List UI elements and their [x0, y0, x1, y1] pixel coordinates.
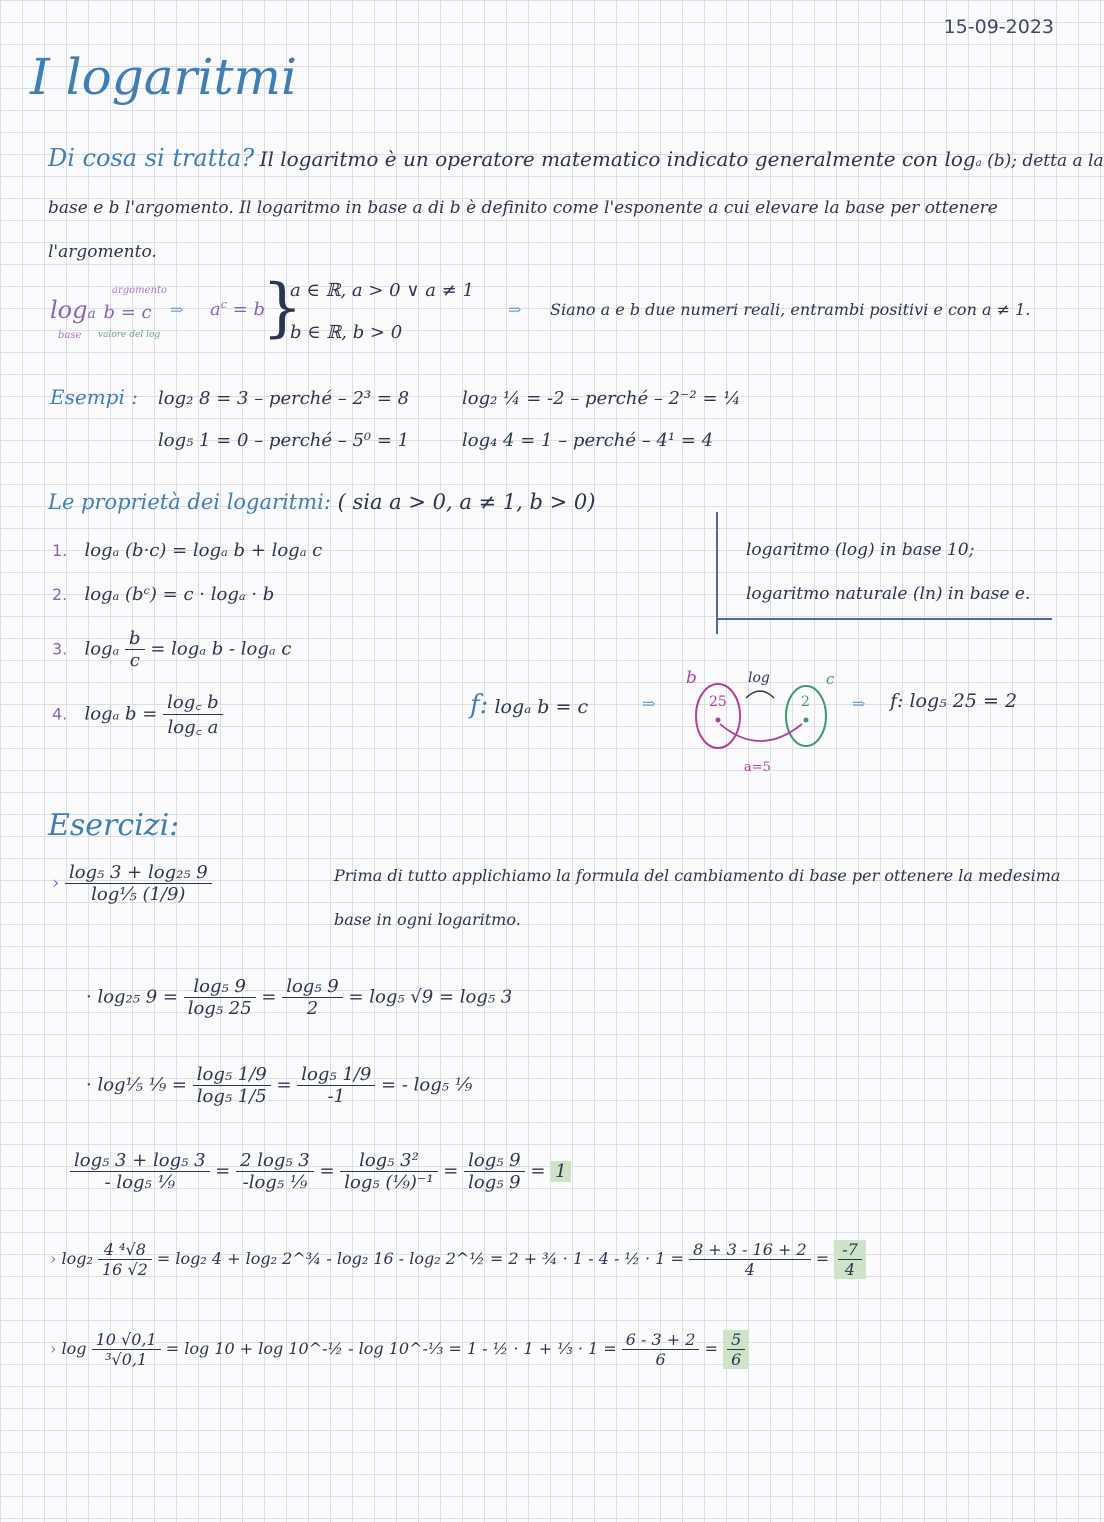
- diagram-label-b: b: [686, 668, 697, 688]
- step-3-frac-1-top: log₅ 3 + log₅ 3: [74, 1150, 206, 1171]
- property-4-frac-bot: log꜀ a: [163, 714, 223, 739]
- step-1-left: · log₂₅ 9 =: [86, 986, 178, 1008]
- step-1-frac-1-bot: log₅ 25: [184, 997, 256, 1019]
- exercise-2-result: [834, 1240, 866, 1279]
- step-3-frac-1: [70, 1150, 210, 1193]
- definition-note: Siano a e b due numeri reali, entrambi positivi e con a ≠ 1.: [550, 300, 1031, 319]
- exercise-2-sum-top: 8 + 3 - 16 + 2: [693, 1240, 807, 1259]
- exercise-3-frac-sum: [622, 1330, 700, 1369]
- exercise-2-frac-sum: [689, 1240, 811, 1279]
- condition-b: b ∈ ℝ, b > 0: [290, 322, 403, 343]
- exercise-3-left: log: [61, 1339, 87, 1358]
- step-2: · log⅕ ⅑ = $\frac{\text{log₅ 1/9}}{\text{log₅ 1/5}}$ = $\frac{\text{log₅ 1/9}}{-1}$ = - log₅ ⅑: [86, 1064, 473, 1107]
- exercise-2-sum-bot: 4: [689, 1259, 811, 1279]
- step-2-frac-2-bot: -1: [297, 1085, 375, 1107]
- definition-formula: [50, 296, 152, 324]
- exercise-1-marker: ›: [52, 872, 60, 894]
- diagram-label-c: c: [826, 670, 835, 688]
- example-3: log₂ ¼ = -2 – perché – 2⁻² = ¼: [462, 388, 741, 409]
- property-3-frac-top: b: [129, 628, 141, 649]
- property-3-num: 3.: [52, 639, 68, 659]
- property-1-text: logₐ (b·c) = logₐ b + logₐ c: [84, 540, 323, 561]
- intro-text-1: Il logaritmo è un operatore matematico indicato generalmente con log: [259, 147, 976, 171]
- exercise-3-mid: = log 10 + log 10^-½ - log 10^-⅓ = 1 - ½ · 1 + ⅓ · 1 =: [165, 1339, 617, 1358]
- step-3: $\frac{\text{log₅ 3 + log₅ 3}}{\text{- log₅ ⅑}}$ = $\frac{\text{2 log₅ 3}}{\text{-log₅ ⅑}}$ = $\frac{\text{log₅ 3²}}{\text{log₅ (⅑)⁻¹}}$ = $\frac{\text{log₅ 9}}{\text{log₅ 9}}$ = 1: [70, 1150, 571, 1193]
- intro-text-2: base e b l'argomento. Il logaritmo in base a di b è definito come l'esponente a cui elevare la base per ottenere: [48, 198, 998, 218]
- properties-heading-row: [48, 490, 595, 514]
- example-4: log₄ 4 = 1 – perché – 4¹ = 4: [462, 430, 714, 451]
- exercise-3-frac-top: 10 √0,1: [95, 1330, 157, 1349]
- result-arrow: ⇒: [852, 694, 866, 713]
- exercise-1-top: log₅ 3 + log₂₅ 9: [68, 862, 208, 883]
- label-valore: valore del log: [98, 330, 161, 340]
- step-3-frac-4-top: log₅ 9: [468, 1150, 521, 1171]
- exercise-3-result-bot: 6: [727, 1349, 745, 1369]
- exercise-2-frac-bot: 16 √2: [98, 1259, 152, 1279]
- property-3: [52, 628, 291, 671]
- step-2-frac-1-top: log₅ 1/9: [196, 1064, 267, 1085]
- exercise-2-frac: [98, 1240, 152, 1279]
- step-3-frac-4: [464, 1150, 525, 1193]
- property-4-left: logₐ b =: [84, 703, 158, 725]
- diagram-value-left: 25: [709, 694, 727, 710]
- power-base: a: [210, 299, 221, 320]
- step-2-frac-2-top: log₅ 1/9: [301, 1064, 372, 1085]
- label-base: base: [58, 330, 82, 341]
- step-3-frac-2-top: 2 log₅ 3: [240, 1150, 310, 1171]
- exercise-2-marker: ›: [50, 1249, 57, 1268]
- diagram-label-log: log: [748, 670, 770, 686]
- diagram-label-a: a=5: [744, 760, 771, 775]
- label-argomento: argomento: [112, 285, 168, 296]
- step-1: · log₂₅ 9 = $\frac{\text{log₅ 9}}{\text{log₅ 25}}$ = $\frac{\text{log₅ 9}}{2}$ = log₅ √9 = log₅ 3: [86, 976, 513, 1019]
- diagram-value-right: 2: [801, 694, 810, 710]
- def-log: log: [50, 296, 88, 324]
- property-3-frac: [125, 628, 145, 671]
- exercise-2-frac-top: 4 ⁴√8: [103, 1240, 146, 1259]
- intro-text-1-end: (b); detta a la: [987, 151, 1104, 171]
- step-3-frac-4-bot: log₅ 9: [464, 1171, 525, 1193]
- step-2-right: = - log₅ ⅑: [381, 1074, 473, 1096]
- date: 15-09-2023: [943, 16, 1054, 38]
- exercise-3-frac: [92, 1330, 161, 1369]
- exercise-3-marker: ›: [50, 1339, 57, 1358]
- exercise-1-bot: log⅕ (1/9): [65, 883, 212, 905]
- step-2-left: · log⅕ ⅑ =: [86, 1074, 187, 1096]
- exercise-3-sum-bot: 6: [622, 1349, 700, 1369]
- step-3-frac-3: [340, 1150, 437, 1193]
- sidebox-rule-horizontal: [716, 618, 1052, 620]
- step-1-frac-1-top: log₅ 9: [193, 976, 246, 997]
- step-2-frac-2: [297, 1064, 375, 1107]
- exercise-2-result-bot: 4: [838, 1259, 862, 1279]
- properties-heading: Le proprietà dei logaritmi:: [48, 490, 331, 514]
- def-log-arg: b = c: [103, 302, 152, 323]
- exercise-2-result-top: -7: [842, 1240, 858, 1259]
- property-4: [52, 690, 223, 739]
- step-3-result: 1: [551, 1161, 570, 1182]
- intro-text-3: l'argomento.: [48, 242, 157, 262]
- property-2-text: logₐ (bᶜ) = c · logₐ · b: [84, 584, 275, 605]
- exercise-3-sum-top: 6 - 3 + 2: [625, 1330, 696, 1349]
- exercise-3: › log $\frac{10 √0,1}{\text{³√0,1}}$ = log 10 + log 10^-½ - log 10^-⅓ = 1 - ½ · 1 + ⅓ · 1 = $\frac{6 - 3 + 2}{6}$ = $\frac{5}{6}$: [50, 1330, 749, 1369]
- property-4-frac-top: log꜀ b: [167, 692, 219, 713]
- exercise-1-note-2: base in ogni logaritmo.: [334, 910, 521, 929]
- sidebox-rule-vertical: [716, 512, 718, 634]
- property-3-frac-bot: c: [125, 649, 145, 671]
- property-3-right: = logₐ b - logₐ c: [150, 638, 292, 660]
- property-4-num: 4.: [52, 704, 68, 724]
- exercise-3-result: [723, 1330, 749, 1369]
- example-2: log₅ 1 = 0 – perché – 5⁰ = 1: [158, 430, 410, 451]
- sidebox-line-1: logaritmo (log) in base 10;: [746, 540, 975, 560]
- step-1-frac-1: [184, 976, 256, 1019]
- step-3-frac-3-top: log₅ 3²: [359, 1150, 419, 1171]
- intro-paragraph: [48, 136, 1104, 274]
- exercise-3-frac-bot: ³√0,1: [92, 1349, 161, 1369]
- function-f-label: f:: [470, 690, 489, 720]
- property-3-left: logₐ: [84, 638, 120, 660]
- property-2: [52, 584, 274, 605]
- step-1-frac-2: [282, 976, 343, 1019]
- property-1-num: 1.: [52, 541, 68, 560]
- exercise-1-note-1: Prima di tutto applichiamo la formula del cambiamento di base per ottenere la medesima: [334, 866, 1061, 885]
- function-result: f: log₅ 25 = 2: [890, 690, 1018, 712]
- exercise-2-mid: = log₂ 4 + log₂ 2^¾ - log₂ 16 - log₂ 2^½ = 2 + ¾ · 1 - 4 - ½ · 1 =: [156, 1249, 684, 1268]
- function-arrow: ⇒: [642, 694, 656, 713]
- exercises-heading: Esercizi:: [48, 808, 180, 843]
- step-2-frac-1: [193, 1064, 271, 1107]
- definition-power: [210, 298, 265, 320]
- power-exp: c: [220, 298, 227, 311]
- properties-condition: ( sia a > 0, a ≠ 1, b > 0): [337, 490, 596, 514]
- exercise-2-left: log₂: [61, 1249, 93, 1268]
- step-2-frac-1-bot: log₅ 1/5: [193, 1085, 271, 1107]
- property-1: [52, 540, 322, 561]
- step-1-frac-2-top: log₅ 9: [286, 976, 339, 997]
- step-3-frac-2-bot: -log₅ ⅑: [236, 1171, 314, 1193]
- condition-a: a ∈ ℝ, a > 0 ∨ a ≠ 1: [290, 280, 474, 301]
- exercise-1-frac: [65, 862, 212, 905]
- example-1: log₂ 8 = 3 – perché – 2³ = 8: [158, 388, 410, 409]
- definition-implies: ⇒: [170, 300, 184, 319]
- step-3-frac-2: [236, 1150, 314, 1193]
- exercise-1: [52, 862, 212, 905]
- exercise-3-result-top: 5: [731, 1330, 742, 1349]
- note-arrow: ⇒: [508, 300, 522, 319]
- function-f-formula: logₐ b = c: [494, 696, 589, 718]
- sidebox-line-2: logaritmo naturale (ln) in base e.: [746, 584, 1031, 604]
- examples-label: Esempi :: [50, 385, 138, 409]
- property-4-frac: [163, 690, 223, 739]
- step-1-frac-2-bot: 2: [282, 997, 343, 1019]
- intro-question: Di cosa si tratta?: [48, 144, 255, 172]
- def-log-base: a: [87, 306, 96, 322]
- brace: }: [262, 271, 303, 345]
- power-end: = b: [232, 299, 265, 320]
- step-1-right: = log₅ √9 = log₅ 3: [348, 986, 513, 1008]
- function-formula: [470, 690, 588, 720]
- intro-text-1-sub: a: [975, 158, 982, 169]
- page-title: I logaritmi: [30, 48, 297, 106]
- step-3-frac-1-bot: - log₅ ⅑: [70, 1171, 210, 1193]
- property-2-num: 2.: [52, 585, 68, 604]
- step-3-frac-3-bot: log₅ (⅑)⁻¹: [340, 1171, 437, 1193]
- exercise-2: › log₂ $\frac{\text{4 ⁴√8}}{16 √2}$ = log₂ 4 + log₂ 2^¾ - log₂ 16 - log₂ 2^½ = 2 + ¾ · 1 - 4 - ½ · 1 = $\frac{8 + 3 - 16 + 2}{4}$ = $\frac{-7}{4}$: [50, 1240, 866, 1279]
